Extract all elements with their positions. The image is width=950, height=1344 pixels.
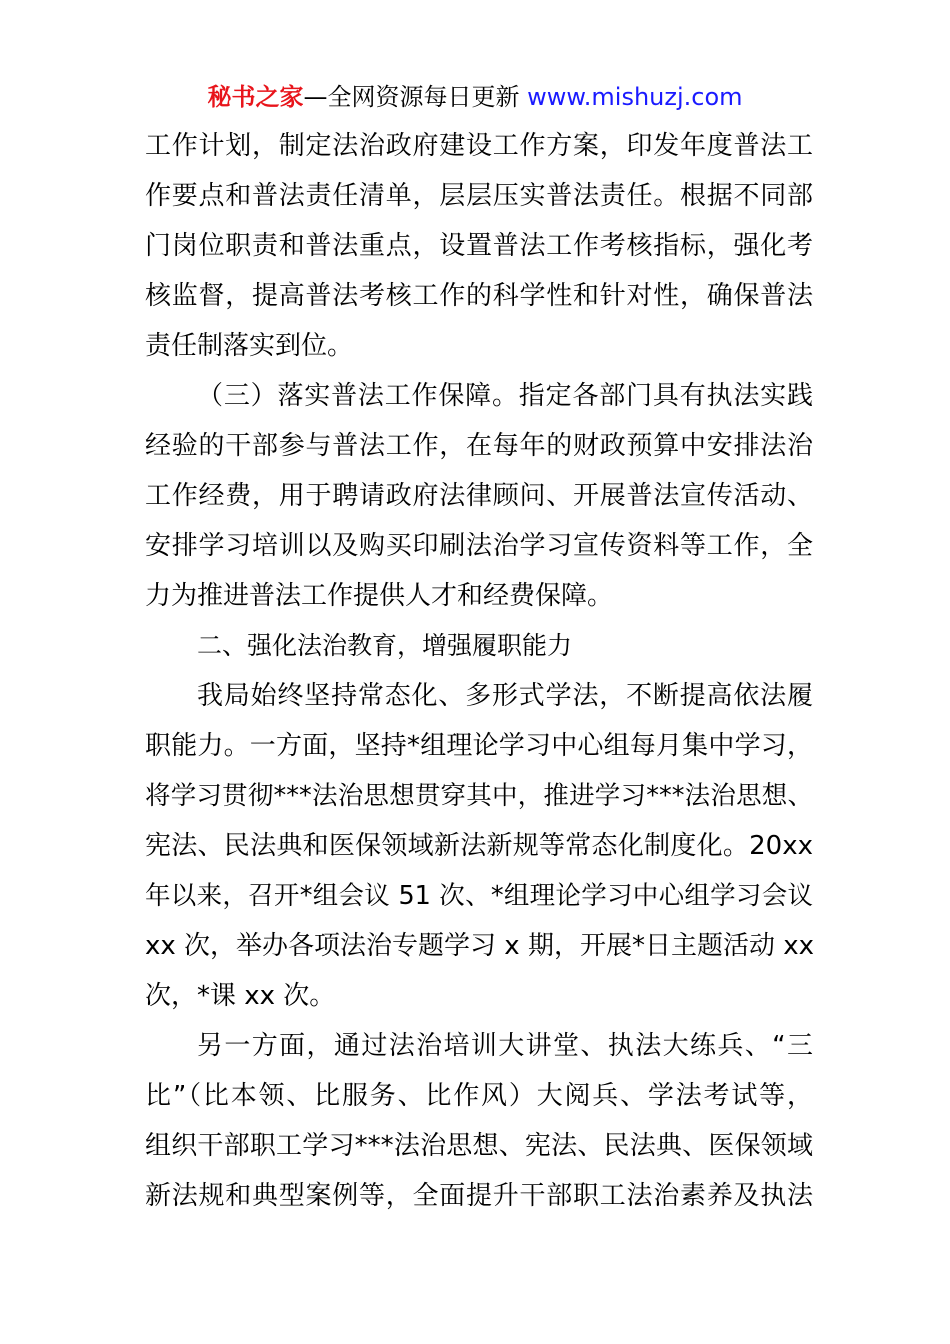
text-line: 将学习贯彻***法治思想贯穿其中，推进学习***法治思想、 [145, 781, 813, 811]
page-header [0, 80, 950, 114]
text-line: 职能力。一方面，坚持*组理论学习中心组每月集中学习， [145, 731, 813, 761]
header-slogan: —全网资源每日更新 [303, 83, 528, 111]
section-heading: 二、强化法治教育，增强履职能力 [197, 631, 573, 660]
text-line: 安排学习培训以及购买印刷法治学习宣传资料等工作，全 [145, 531, 813, 561]
text-line: 门岗位职责和普法重点，设置普法工作考核指标，强化考 [145, 231, 813, 261]
paragraph-first-line: （三）落实普法工作保障。指定各部门具有执法实践 [197, 381, 813, 411]
text-line: 宪法、民法典和医保领域新法新规等常态化制度化。20xx [145, 831, 813, 861]
text-line: 次，*课 xx 次。 [145, 981, 336, 1011]
paragraph-first-line: 另一方面，通过法治培训大讲堂、执法大练兵、“三 [197, 1031, 813, 1061]
text-line: 核监督，提高普法考核工作的科学性和针对性，确保普法 [145, 281, 813, 311]
website-link[interactable]: www.mishuzj.com [527, 83, 743, 111]
text-line: 比”（比本领、比服务、比作风）大阅兵、学法考试等， [145, 1081, 813, 1111]
text-line: 经验的干部参与普法工作，在每年的财政预算中安排法治 [145, 431, 813, 461]
text-line: xx 次，举办各项法治专题学习 x 期，开展*日主题活动 xx [145, 931, 814, 961]
text-line: 责任制落实到位。 [145, 331, 354, 361]
text-line: 工作计划，制定法治政府建设工作方案，印发年度普法工 [145, 131, 813, 161]
text-line: 组织干部职工学习***法治思想、宪法、民法典、医保领域 [145, 1131, 813, 1161]
text-line: 新法规和典型案例等，全面提升干部职工法治素养及执法 [145, 1181, 813, 1211]
paragraph-first-line: 我局始终坚持常态化、多形式学法，不断提高依法履 [197, 681, 813, 711]
text-line: 年以来，召开*组会议 51 次、*组理论学习中心组学习会议 [145, 881, 813, 911]
text-line: 作要点和普法责任清单，层层压实普法责任。根据不同部 [145, 181, 813, 211]
brand-name: 秘书之家 [207, 83, 304, 111]
text-line: 工作经费，用于聘请政府法律顾问、开展普法宣传活动、 [145, 481, 813, 511]
text-line: 力为推进普法工作提供人才和经费保障。 [145, 581, 614, 611]
document-body [145, 121, 813, 1221]
